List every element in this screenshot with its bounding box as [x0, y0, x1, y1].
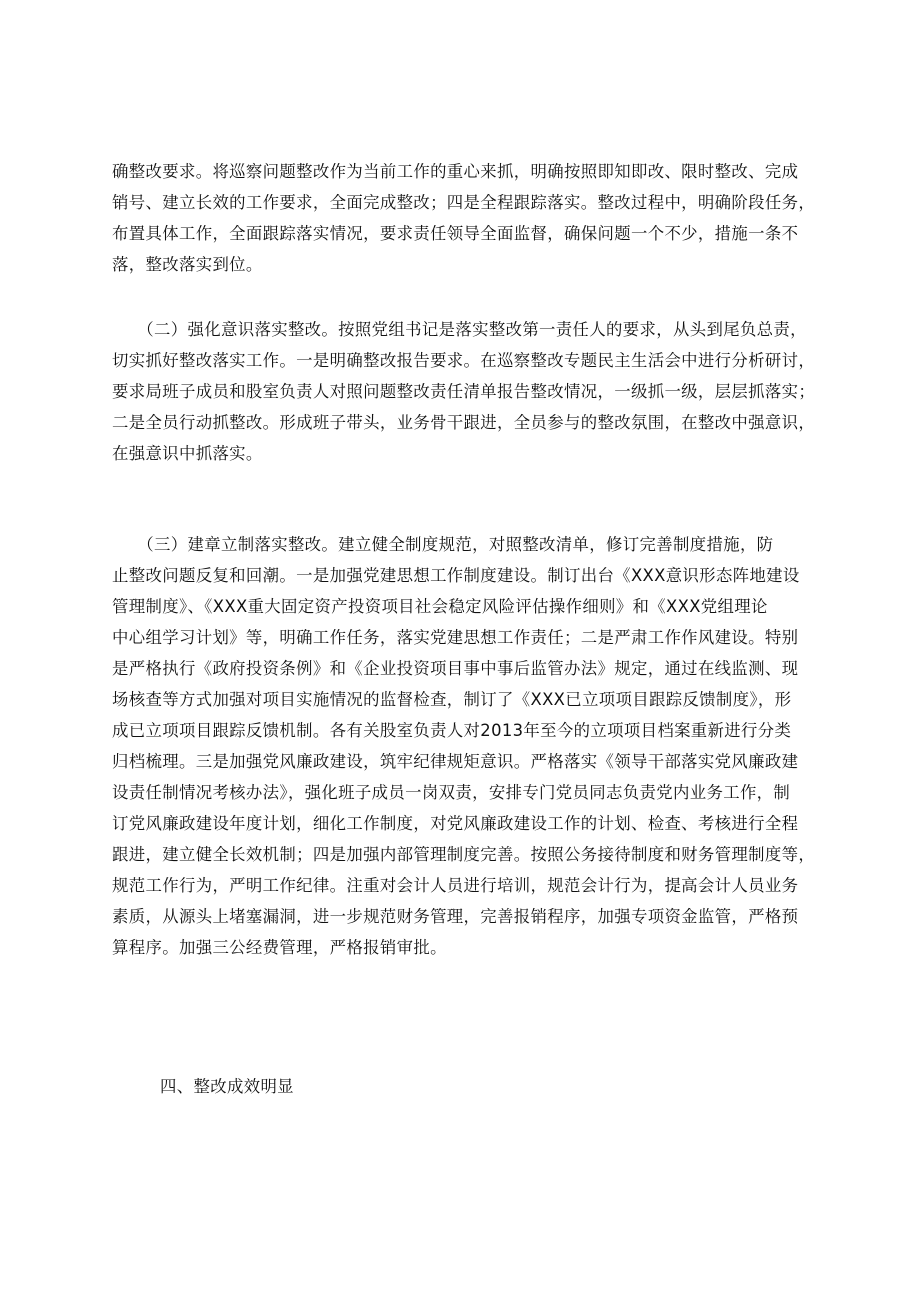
text-line: 是严格执行《政府投资条例》和《企业投资项目事中事后监管办法》规定，通过在线监测、现: [112, 659, 799, 678]
text-line: 中心组学习计划》等，明确工作任务，落实党建思想工作责任；二是严肃工作作风建设。特别: [112, 628, 799, 647]
paragraph-3: [112, 529, 816, 963]
paragraph-2: [112, 314, 816, 469]
text-line: 销号、建立长效的工作要求，全面完成整改；四是全程跟踪落实。整改过程中，明确阶段任务，: [112, 193, 816, 212]
text-line: 素质，从源头上堵塞漏洞，进一步规范财务管理，完善报销程序，加强专项资金监管，严格预: [112, 907, 799, 926]
text-line: 管理制度》、《XXX重大固定资产投资项目社会稳定风险评估操作细则》和《XXX党组理论: [112, 597, 768, 616]
text-line: 在强意识中抓落实。: [112, 444, 263, 463]
text-line: 归档梳理。三是加强党风廉政建设，筑牢纪律规矩意识。严格落实《领导干部落实党风廉政建: [112, 752, 799, 771]
text-line: 二是全员行动抓整改。形成班子带头，业务骨干跟进，全员参与的整改氛围，在整改中强意识，: [112, 413, 816, 432]
text-line: 止整改问题反复和回潮。一是加强党建思想工作制度建设。制订出台《XXX意识形态阵地建设: [112, 566, 800, 585]
text-line: 布置具体工作，全面跟踪落实情况，要求责任领导全面监督，确保问题一个不少，措施一条不: [112, 224, 799, 243]
text-line: 落，整改落实到位。: [112, 255, 263, 274]
text-line: 设责任制情况考核办法》，强化班子成员一岗双责，安排专门党员同志负责党内业务工作，制: [112, 783, 791, 802]
text-line: 算程序。加强三公经费管理，严格报销审批。: [112, 938, 447, 957]
text-line: 成已立项项目跟踪反馈机制。各有关股室负责人对2013年至今的立项项目档案重新进行分类: [112, 721, 792, 740]
text-line: 跟进，建立健全长效机制；四是加强内部管理制度完善。按照公务接待制度和财务管理制度等，: [112, 845, 816, 864]
text-line: 切实抓好整改落实工作。一是明确整改报告要求。在巡察整改专题民主生活会中进行分析研讨，: [112, 351, 816, 370]
section-heading: 四、整改成效明显: [160, 1077, 294, 1096]
text-line: （二）强化意识落实整改。按照党组书记是落实整改第一责任人的要求，从头到尾负总责，: [112, 320, 807, 339]
paragraph-1: [112, 156, 816, 280]
text-line: 规范工作行为，严明工作纪律。注重对会计人员进行培训，规范会计行为，提高会计人员业务: [112, 876, 799, 895]
text-line: 场核查等方式加强对项目实施情况的监督检查，制订了《XXX已立项项目跟踪反馈制度》，形: [112, 690, 792, 709]
text-line: （三）建章立制落实整改。建立健全制度规范，对照整改清单，修订完善制度措施，防: [112, 535, 774, 554]
text-line: 要求局班子成员和股室负责人对照问题整改责任清单报告整改情况，一级抓一级，层层抓落实；: [112, 382, 816, 401]
text-line: 订党风廉政建设年度计划，细化工作制度，对党风廉政建设工作的计划、检查、考核进行全程: [112, 814, 799, 833]
text-line: 确整改要求。将巡察问题整改作为当前工作的重心来抓，明确按照即知即改、限时整改、完成: [112, 162, 799, 181]
